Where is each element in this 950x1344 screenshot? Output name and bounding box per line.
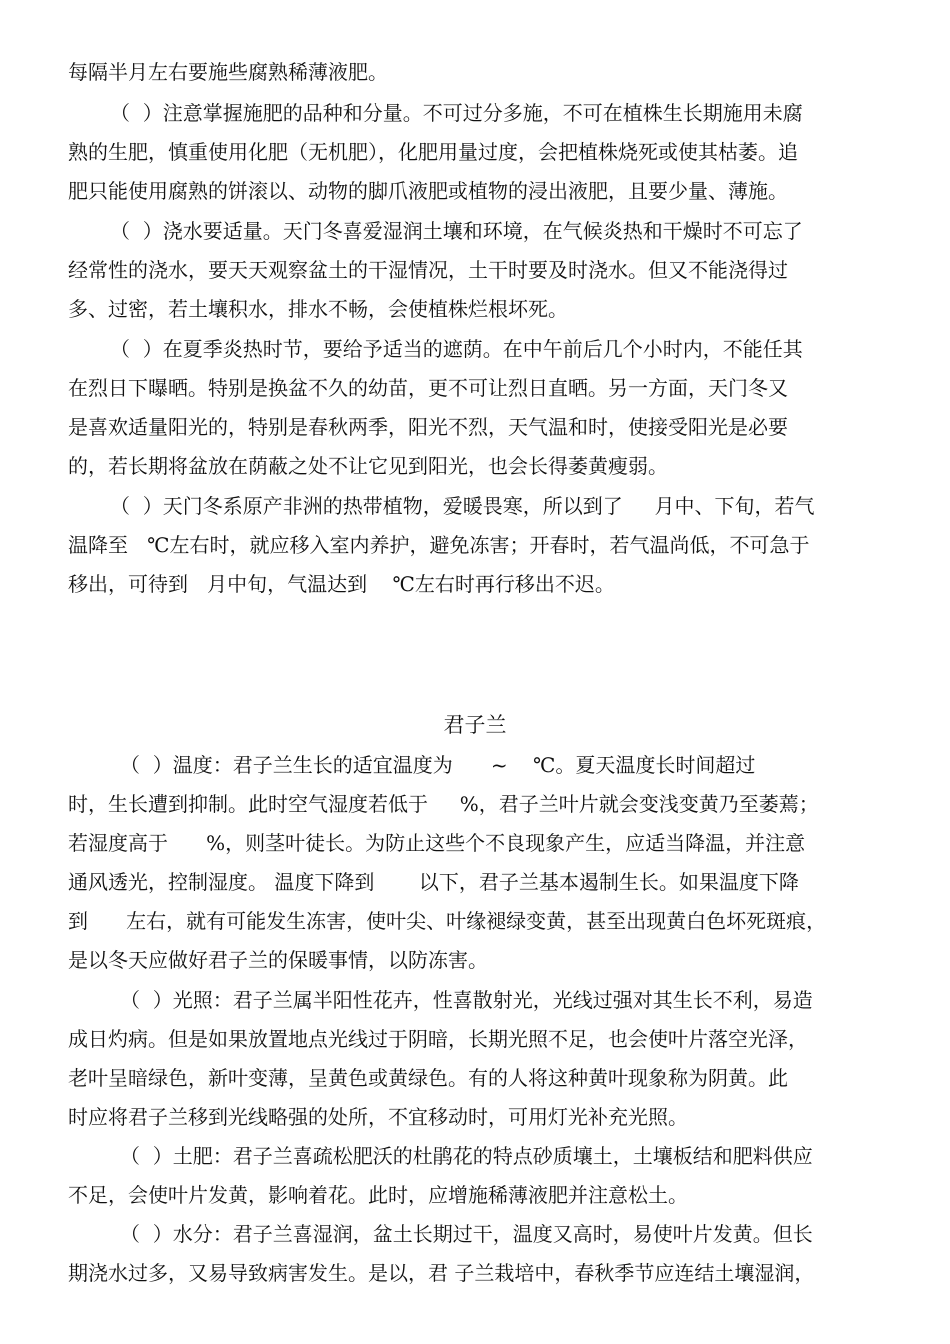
- paragraph-line: 经常性的浇水，要天天观察盆土的干湿情况，土干时要及时浇水。但又不能浇得过: [68, 258, 788, 282]
- paragraph-line: 到 左右，就有可能发生冻害，使叶尖、叶缘褪绿变黄，甚至出现黄白色坏死斑痕，: [68, 909, 827, 933]
- paragraph-line: 肥只能使用腐熟的饼滚以、动物的脚爪液肥或植物的浸出液肥，且要少量、薄施。: [68, 179, 788, 203]
- paragraph-line: 时应将君子兰移到光线略强的处所，不宜移动时，可用灯光补充光照。: [68, 1105, 688, 1129]
- paragraph-line: 老叶呈暗绿色，新叶变薄，呈黄色或黄绿色。有的人将这种黄叶现象称为阴黄。此: [68, 1066, 788, 1090]
- paragraph-line: （ ）在夏季炎热时节，要给予适当的遮荫。在中午前后几个小时内，不能任其: [110, 337, 803, 361]
- paragraph-line: 是以冬天应做好君子兰的保暖事情，以防冻害。: [68, 948, 488, 972]
- paragraph-line: 温降至 ℃左右时，就应移入室内养护，避免冻害；开春时，若气温尚低，不可急于: [68, 533, 810, 557]
- paragraph-line: 多、过密，若土壤积水，排水不畅，会使植株烂根坏死。: [68, 297, 568, 321]
- paragraph-line: 在烈日下曝晒。特别是换盆不久的幼苗，更不可让烈日直晒。另一方面，天门冬又: [68, 376, 788, 400]
- paragraph-line: 熟的生肥，慎重使用化肥（无机肥），化肥用量过度，会把植株烧死或使其枯萎。追: [68, 140, 798, 164]
- section-title: 君子兰: [443, 713, 507, 737]
- paragraph-line: 时，生长遭到抑制。此时空气湿度若低于 %，君子兰叶片就会变浅变黄乃至萎蔫；: [68, 792, 819, 816]
- paragraph-line: 若湿度高于 %，则茎叶徒长。为防止这些个不良现象产生，应适当降温，并注意: [68, 831, 806, 855]
- paragraph-line: 期浇水过多，又易导致病害发生。是以，君 子兰栽培中，春秋季节应连结土壤湿润，: [68, 1261, 815, 1285]
- paragraph-line: 的，若长期将盆放在荫蔽之处不让它见到阳光，也会长得萎黄瘦弱。: [68, 454, 668, 478]
- paragraph-line: （ ）土肥：君子兰喜疏松肥沃的杜鹃花的特点砂质壤土，土壤板结和肥料供应: [120, 1144, 813, 1168]
- paragraph-line: （ ）天门冬系原产非洲的热带植物，爱暖畏寒，所以到了 月中、下旬，若气: [110, 494, 815, 518]
- paragraph-line: （ ）浇水要适量。天门冬喜爱湿润土壤和环境，在气候炎热和干燥时不可忘了: [110, 219, 803, 243]
- paragraph-line: 是喜欢适量阳光的，特别是春秋两季，阳光不烈，天气温和时，使接受阳光是必要: [68, 415, 788, 439]
- paragraph-line: （ ）光照：君子兰属半阳性花卉，性喜散射光，光线过强对其生长不利，易造: [120, 988, 813, 1012]
- paragraph-line: 通风透光，控制湿度。 温度下降到 以下，君子兰基本遏制生长。如果温度下降: [68, 870, 799, 894]
- paragraph-line: （ ）水分：君子兰喜湿润，盆土长期过干，温度又高时，易使叶片发黄。但长: [120, 1222, 813, 1246]
- paragraph-line: 不足，会使叶片发黄，影响着花。此时，应增施稀薄液肥并注意松土。: [68, 1183, 688, 1207]
- paragraph-line: 成日灼病。但是如果放置地点光线过于阴暗，长期光照不足，也会使叶片落空光泽，: [68, 1027, 808, 1051]
- paragraph-line: （ ）注意掌握施肥的品种和分量。不可过分多施，不可在植株生长期施用未腐: [110, 101, 803, 125]
- paragraph-line: 移出，可待到 月中旬，气温达到 ℃左右时再行移出不迟。: [68, 572, 615, 596]
- paragraph-line: （ ）温度：君子兰生长的适宜温度为 ~ ℃。夏天温度长时间超过: [120, 753, 756, 777]
- paragraph-line: 每隔半月左右要施些腐熟稀薄液肥。: [68, 60, 388, 84]
